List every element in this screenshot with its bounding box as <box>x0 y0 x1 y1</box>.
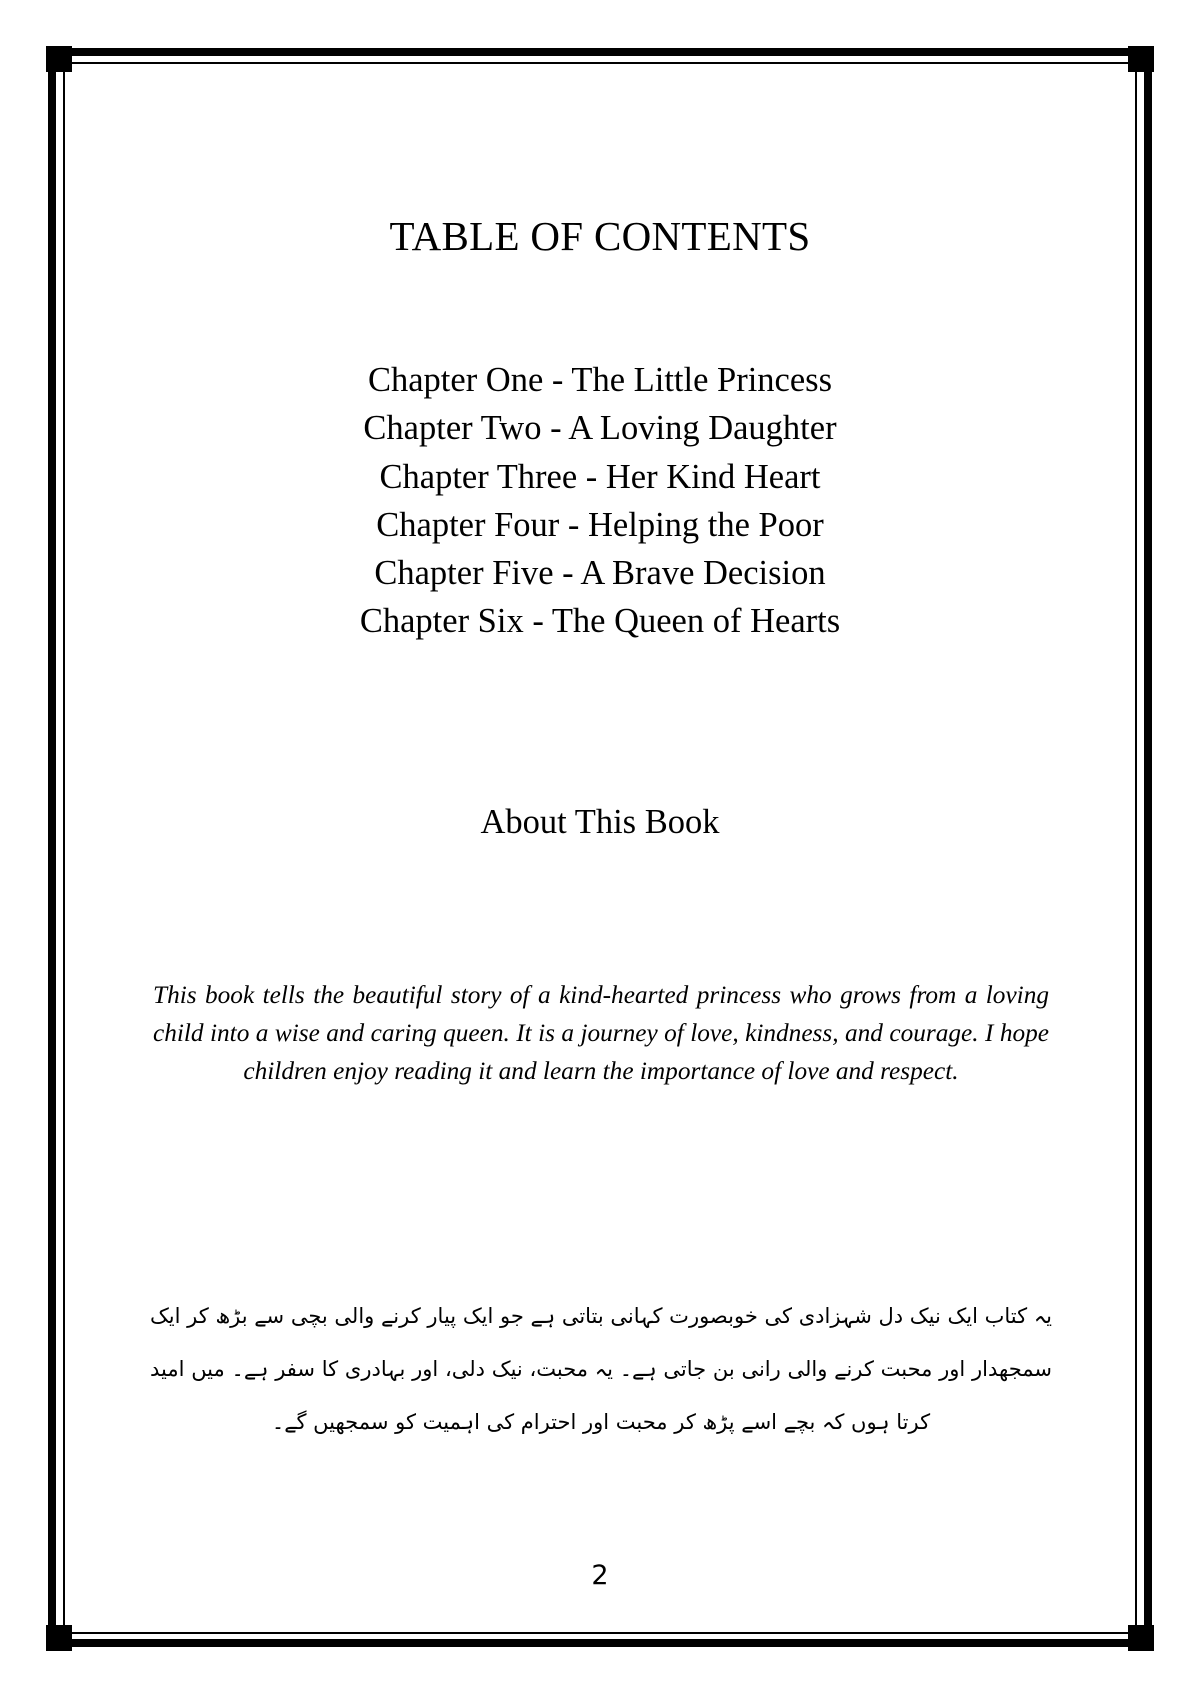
toc-chapter-4: Chapter Four - Helping the Poor <box>376 505 824 544</box>
toc-title: TABLE OF CONTENTS <box>389 213 811 259</box>
toc-chapter-1: Chapter One - The Little Princess <box>367 361 833 399</box>
about-text-english: This book tells the beautiful story of a kind-hearted princess who grows from a loving child into a wise and caring queen. It is a journey of love, kindness, and courage. I hope children enjoy reading it and learn the importance of love and respect. <box>153 981 1049 1085</box>
toc-chapter-5: Chapter Five - A Brave Decision <box>374 554 826 593</box>
toc-chapter-3: Chapter Three - Her Kind Heart <box>379 457 821 496</box>
toc-chapter-6: Chapter Six - The Queen of Hearts <box>359 602 841 641</box>
page-number: 2 <box>591 1560 609 1591</box>
toc-chapter-2: Chapter Two - A Loving Daughter <box>363 409 837 448</box>
about-title: About This Book <box>480 803 720 841</box>
about-text-urdu: یہ کتاب ایک نیک دل شہزادی کی خوبصورت کہانی بتاتی ہے جو ایک پیار کرنے والی بچی سے بڑھ کر ایک سمجھدار اور محبت کرنے والی رانی بن جاتی ہے۔ یہ محبت، نیک دلی، اور بہادری کا سفر ہے۔ میں امید کرتا ہوں کہ بچے اسے پڑھ کر محبت اور احترام کی اہمیت کو سمجھیں گے۔ <box>150 1304 1052 1434</box>
toc-chapter-list <box>0 356 1200 646</box>
